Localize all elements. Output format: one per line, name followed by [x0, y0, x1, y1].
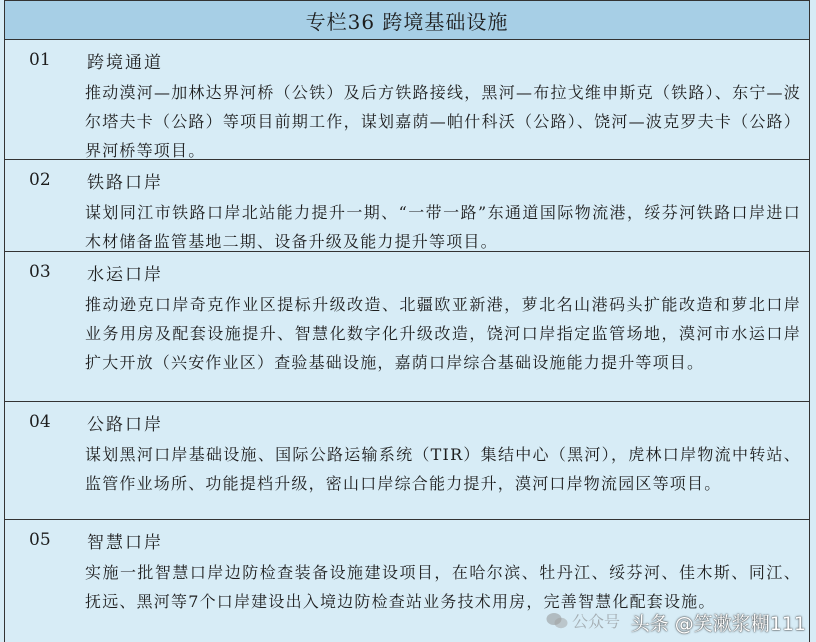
section-heading: 公路口岸 — [87, 415, 163, 435]
section-heading: 水运口岸 — [87, 265, 163, 285]
section-number: 02 — [29, 170, 51, 190]
faint-watermark — [546, 609, 620, 632]
section-water-ports — [5, 252, 809, 402]
section-number: 01 — [29, 50, 51, 70]
section-cross-border-channels — [5, 40, 809, 160]
section-body: 实施一批智慧口岸边防检查装备设施建设项目，在哈尔滨、牡丹江、绥芬河、佳木斯、同江、抚远、黑河等7个口岸建设出入境边防检查站业务技术用房，完善智慧化配套设施。 — [85, 563, 801, 611]
section-body: 谋划同江市铁路口岸北站能力提升一期、“一带一路”东通道国际物流港，绥芬河铁路口岸进口木材储备监管基地二期、设备升级及能力提升等项目。 — [85, 203, 801, 251]
section-heading: 铁路口岸 — [87, 173, 163, 193]
watermark — [631, 609, 806, 636]
column-title: 专栏36 跨境基础设施 — [5, 0, 809, 40]
document-page — [4, 0, 810, 642]
watermark-text: 头条 @笑漱浆糊111 — [630, 613, 806, 635]
faint-watermark-text: 公众号 — [572, 612, 621, 631]
section-number: 04 — [29, 412, 51, 432]
section-body: 谋划黑河口岸基础设施、国际公路运输系统（TIR）集结中心（黑河），虎林口岸物流中转站、监管作业场所、功能提档升级，密山口岸综合能力提升，漠河口岸物流园区等项目。 — [85, 445, 801, 493]
section-body: 推动漠河—加林达界河桥（公铁）及后方铁路接线，黑河—布拉戈维申斯克（铁路）、东宁—波尔塔夫卡（公路）等项目前期工作，谋划嘉荫—帕什科沃（公路）、饶河—波克罗夫卡（公路）界河桥等项目。 — [85, 83, 801, 160]
section-railway-ports — [5, 160, 809, 252]
section-road-ports — [5, 402, 809, 520]
wechat-icon — [546, 612, 568, 630]
section-body: 推动逊克口岸奇克作业区提标升级改造、北疆欧亚新港，萝北名山港码头扩能改造和萝北口岸业务用房及配套设施提升、智慧化数字化升级改造，饶河口岸指定监管场地，漠河市水运口岸扩大开放（兴安作业区）查验基础设施，嘉荫口岸综合基础设施能力提升等项目。 — [85, 295, 801, 372]
section-heading: 智慧口岸 — [87, 533, 163, 553]
section-number: 03 — [29, 262, 51, 282]
section-heading: 跨境通道 — [87, 53, 163, 73]
section-number: 05 — [29, 530, 51, 550]
